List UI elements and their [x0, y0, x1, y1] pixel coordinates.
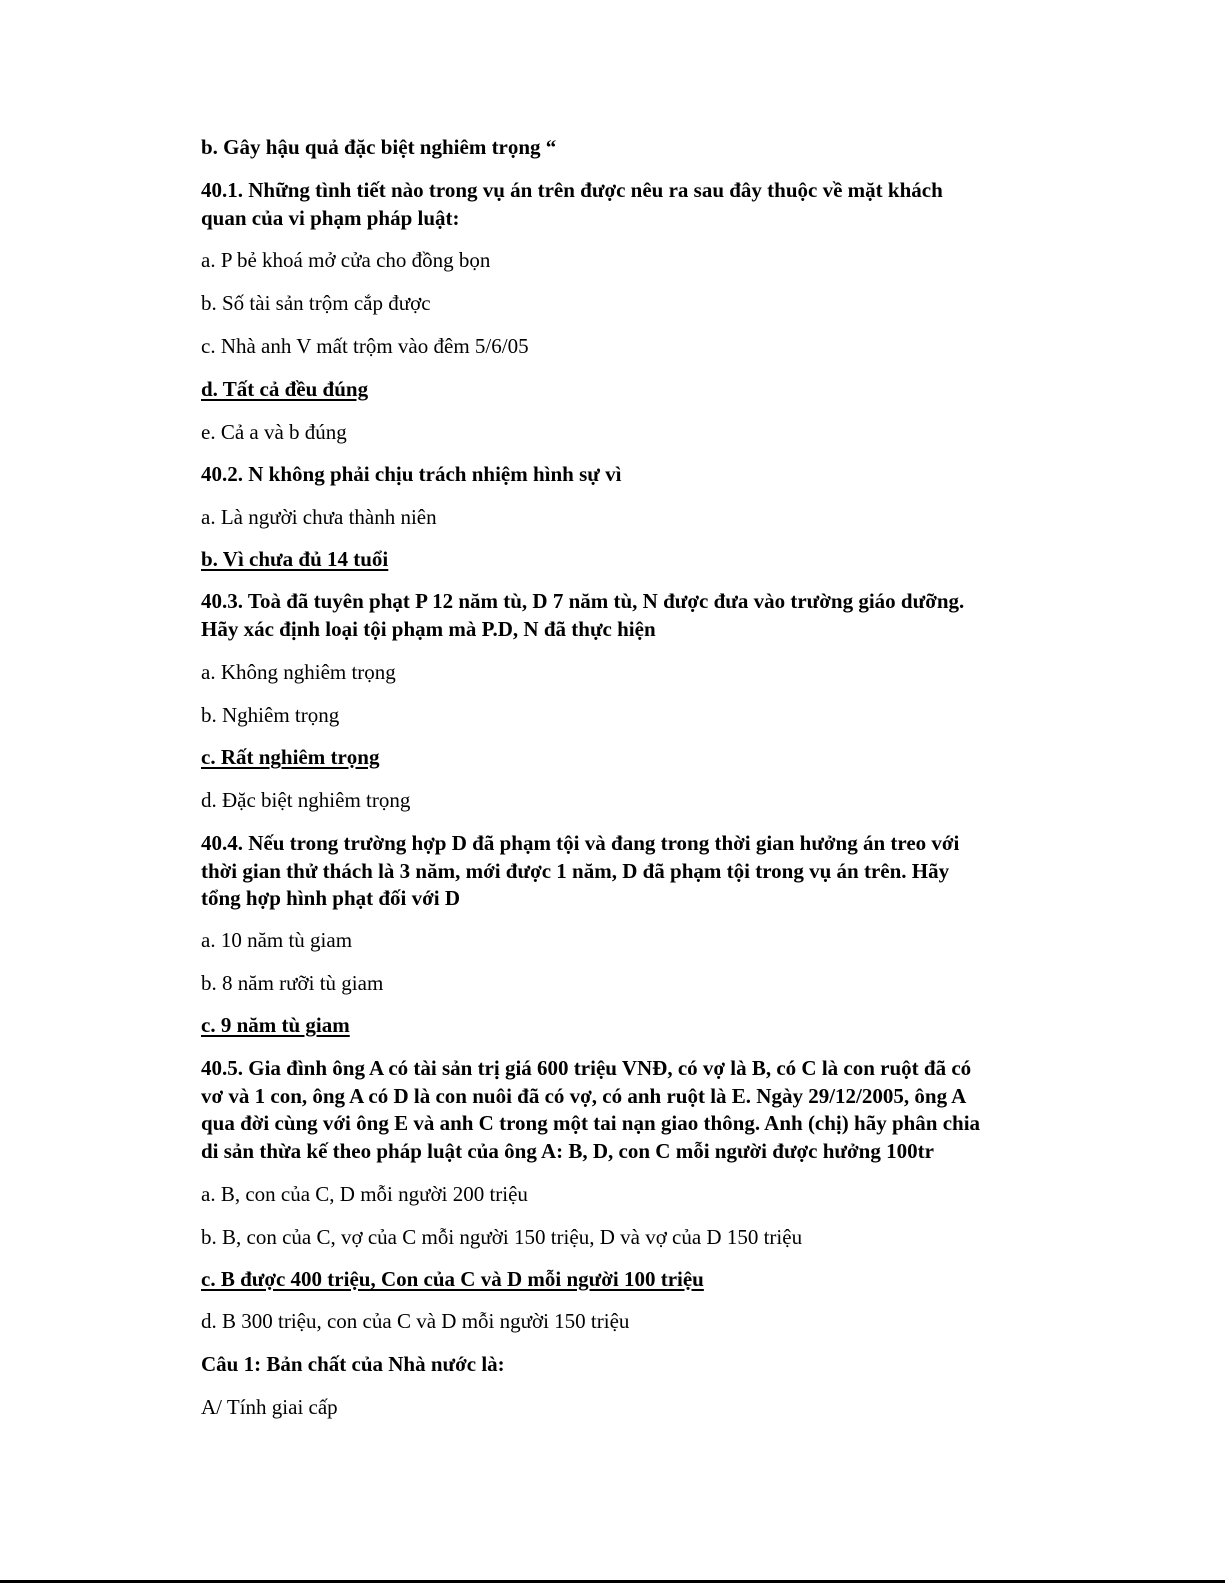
answer-option: e. Cả a và b đúng [201, 420, 347, 444]
text-line: b. Gây hậu quả đặc biệt nghiêm trọng “ [201, 135, 557, 159]
correct-answer-option: b. Vì chưa đủ 14 tuổi [201, 547, 389, 571]
answer-option: b. Số tài sản trộm cắp được [201, 291, 431, 315]
correct-answer-option: c. Rất nghiêm trọng [201, 745, 380, 769]
answer-option: b. B, con của C, vợ của C mỗi người 150 triệu, D và vợ của D 150 triệu [201, 1225, 803, 1249]
question-40-5-heading: 40.5. Gia đình ông A có tài sản trị giá 600 triệu VNĐ, có vợ là B, có C là con ruột đã có [201, 1056, 972, 1080]
question-40-4-heading: 40.4. Nếu trong trường hợp D đã phạm tội và đang trong thời gian hưởng án treo với [201, 831, 960, 855]
question-40-4-heading-cont: thời gian thử thách là 3 năm, mới được 1 năm, D đã phạm tội trong vụ án trên. Hãy [201, 859, 950, 883]
answer-option: b. Nghiêm trọng [201, 703, 340, 727]
answer-option: a. P bẻ khoá mở cửa cho đồng bọn [201, 248, 491, 272]
answer-option: d. Đặc biệt nghiêm trọng [201, 788, 411, 812]
correct-answer-option: d. Tất cả đều đúng [201, 377, 369, 401]
answer-option: a. Là người chưa thành niên [201, 505, 437, 529]
answer-option: a. B, con của C, D mỗi người 200 triệu [201, 1182, 528, 1206]
answer-option: A/ Tính giai cấp [201, 1395, 338, 1419]
answer-option: a. Không nghiêm trọng [201, 660, 396, 684]
question-40-1-heading-cont: quan của vi phạm pháp luật: [201, 206, 460, 230]
correct-answer-option: c. 9 năm tù giam [201, 1013, 350, 1037]
question-40-1-heading: 40.1. Những tình tiết nào trong vụ án trên được nêu ra sau đây thuộc về mặt khách [201, 178, 943, 202]
answer-option: c. Nhà anh V mất trộm vào đêm 5/6/05 [201, 334, 529, 358]
question-40-5-heading-cont: di sản thừa kế theo pháp luật của ông A: B, D, con C mỗi người được hưởng 100tr [201, 1139, 934, 1163]
page-bottom-border [0, 1580, 1225, 1583]
correct-answer-option: c. B được 400 triệu, Con của C và D mỗi người 100 triệu [201, 1267, 704, 1291]
question-40-5-heading-cont: qua đời cùng với ông E và anh C trong một tai nạn giao thông. Anh (chị) hãy phân chia [201, 1111, 981, 1135]
question-40-3-heading-cont: Hãy xác định loại tội phạm mà P.D, N đã thực hiện [201, 617, 656, 641]
answer-option: d. B 300 triệu, con của C và D mỗi người 150 triệu [201, 1309, 630, 1333]
question-40-3-heading: 40.3. Toà đã tuyên phạt P 12 năm tù, D 7 năm tù, N được đưa vào trường giáo dưỡng. [201, 589, 965, 613]
answer-option: a. 10 năm tù giam [201, 928, 353, 952]
question-1-heading: Câu 1: Bản chất của Nhà nước là: [201, 1352, 505, 1376]
question-40-5-heading-cont: vơ và 1 con, ông A có D là con nuôi đã có vợ, có anh ruột là E. Ngày 29/12/2005, ông A [201, 1084, 967, 1108]
question-40-2-heading: 40.2. N không phải chịu trách nhiệm hình sự vì [201, 462, 622, 486]
answer-option: b. 8 năm rưỡi tù giam [201, 971, 384, 995]
question-40-4-heading-cont: tổng hợp hình phạt đối với D [201, 886, 461, 910]
